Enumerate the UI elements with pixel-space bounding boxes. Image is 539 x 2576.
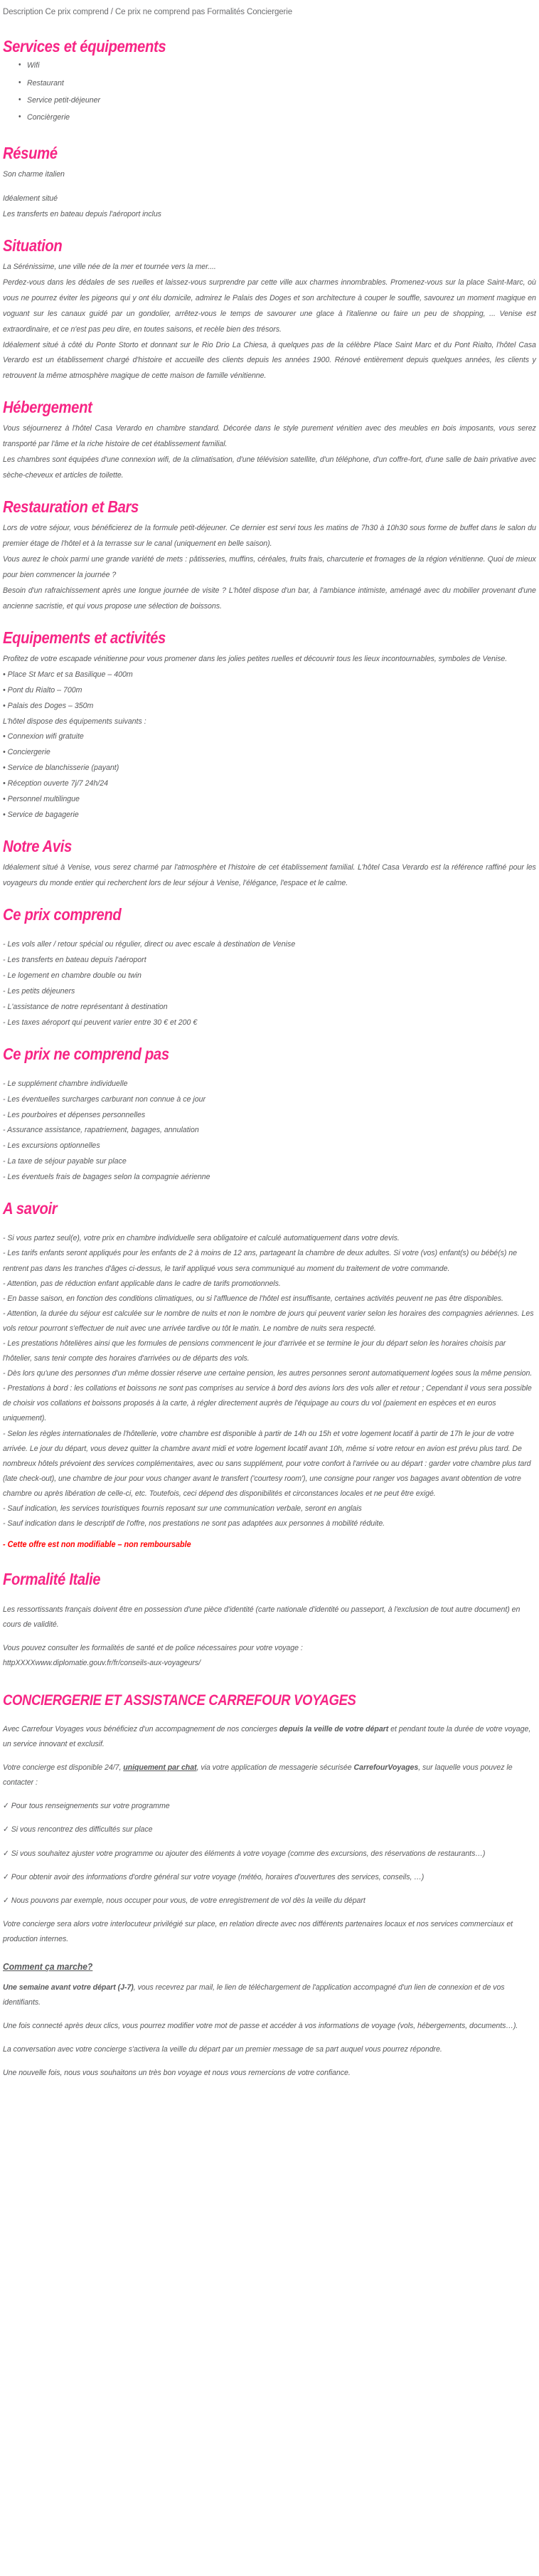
note-item: - Les tarifs enfants seront appliqués pour les enfants de 2 à moins de 12 ans, partageant la chambre de deux adultes. Si votre (vos) enfant(s) ou bébé(s) ne rentrent pas dans les tranches d'âges ci-dessus, le tarif appliqué vous sera communiqué au moment du traitement de votre commande.: [3, 1249, 517, 1273]
spacer: [3, 130, 536, 144]
situation-paragraph-2: Perdez-vous dans les dédales de ses ruelles et laissez-vous surprendre par cette ville aux charmes innombrables. Promenez-vous sur la place Saint-Marc, où vous ne pourrez éviter les pigeons qui y ont élu domicile, admirez le Palais des Doges et son architecture à couper le souffle, savourez un moment magique en voguant sur les canaux guidé par un gondolier, arrêtez-vous le temps de savourer une glace à l'italienne ou faire un peu de shopping, ... Venise est extraordinaire, et ce n'est pas peu dire, en toutes saisons, et recèle bien des trésors.: [3, 278, 536, 334]
spacer: [3, 1909, 536, 1917]
conciergerie-check-item: ✓ Si vous rencontrez des difficultés sur place: [3, 1825, 153, 1835]
spacer: [3, 484, 536, 498]
conciergerie-p1-part-a: Avec Carrefour Voyages vous bénéficiez d'un accompagnement de nos concierges: [3, 1724, 279, 1733]
conciergerie-paragraph-1: [3, 1722, 536, 1752]
section-title-resume: Résumé: [3, 143, 58, 162]
place-item: • Pont du Rialto – 700m: [3, 685, 82, 695]
spacer: [3, 1862, 536, 1870]
place-item: • Place St Marc et sa Basilique – 400m: [3, 670, 133, 679]
facility-item: • Service de bagagerie: [3, 810, 79, 819]
comment-closing: Une nouvelle fois, nous vous souhaitons un très bon voyage et nous vous remercions de votre confiance.: [3, 2069, 351, 2078]
note-item: - Prestations à bord : les collations et boissons ne sont pas comprises au service à bord des avions lors des vols aller et retour ; Cependant il vous sera possible de choisir vos collations et boissons proposés à la carte, à régler directement auprès de l'équipage au cours du vol (paiement en espèces et en euros uniquement).: [3, 1384, 532, 1423]
section-title-a-savoir: A savoir: [3, 1199, 58, 1218]
spacer: [3, 1752, 536, 1761]
avis-paragraph: Idéalement situé à Venise, vous serez charmé par l'atmosphère et l'histoire de cet établissement familial. L'hôtel Casa Verardo est la référence raffiné pour les voyageurs du monde entier qui recherchent lors de leur séjour à Venise, l'élégance, l'espace et le calme.: [3, 863, 536, 887]
excluded-item: - Les éventuelles surcharges carburant non connue à ce jour: [3, 1094, 206, 1104]
note-item: - En basse saison, en fonction des conditions climatiques, ou si l'affluence de l'hôtel est insuffisante, certaines activités peuvent ne pas être disponibles.: [3, 1294, 503, 1303]
restauration-paragraph-3: Besoin d'un rafraichissement après une longue journée de visite ? L'hôtel dispose d'un bar, à l'ambiance intimiste, aménagé avec du mobilier provenant d'une ancienne sacristie, et qui vous propose une sélection de boissons.: [3, 586, 536, 611]
breadcrumb: Description Ce prix comprend / Ce prix ne comprend pas Formalités Conciergerie: [3, 8, 293, 16]
situation-paragraph-1: La Sérénissime, une ville née de la mer et tournée vers la mer....: [3, 263, 216, 272]
spacer: [3, 823, 536, 838]
formalite-paragraph-1: Les ressortissants français doivent être en possession d'une pièce d'identité (carte nationale d'identité ou passeport, à l'exclusion de tout autre document) en cours de validité.: [3, 1605, 521, 1629]
equipements-intro: Profitez de votre escapade vénitienne pour vous promener dans les jolies petites ruelles et découvrir tous les lieux incontournables, symboles de Venise.: [3, 654, 508, 663]
included-item: - Les petits déjeuners: [3, 986, 75, 996]
section-title-situation: Situation: [3, 236, 63, 255]
formalite-paragraph-2: Vous pouvez consulter les formalités de santé et de police nécessaires pour votre voyage :: [3, 1643, 303, 1652]
included-item: - Les taxes aéroport qui peuvent varier entre 30 € et 200 €: [3, 1018, 198, 1027]
spacer: [3, 1972, 536, 1980]
comment-step-1: [3, 1980, 536, 2010]
conciergerie-p2-part-e: , sur laquelle vous pouvez le contacter :: [3, 1763, 513, 1788]
facility-item: • Service de blanchisserie (payant): [3, 764, 119, 773]
note-item: - Attention, pas de réduction enfant applicable dans le cadre de tarifs promotionnels.: [3, 1279, 281, 1288]
conciergerie-paragraph-3: Votre concierge sera alors votre interlocuteur privilégié sur place, en relation directe avec nos différents partenaires locaux et nos services commerciaux et production internes.: [3, 1919, 513, 1943]
comment-step-2: Une fois connecté après deux clics, vous pourrez modifier votre mot de passe et accéder à vos informations de voyage (vols, hébergements, documents…).: [3, 2022, 518, 2031]
spacer: [3, 183, 536, 191]
excluded-item: - La taxe de séjour payable sur place: [3, 1157, 127, 1166]
excluded-item: - Les pourboires et dépenses personnelles: [3, 1110, 146, 1119]
restauration-paragraph-1: Lors de votre séjour, vous bénéficierez de la formule petit-déjeuner. Ce dernier est servi tous les matins de 7h30 à 10h30 sous forme de buffet dans le salon du premier étage de l'hôtel et à la terrasse sur le canal (uniquement en belle saison).: [3, 524, 536, 549]
excluded-item: - Le supplément chambre individuelle: [3, 1079, 128, 1088]
comment-step-3: La conversation avec votre concierge s'activera la veille du départ par un premier message de sa part auquel vous pourrez répondre.: [3, 2045, 442, 2054]
spacer: [3, 2057, 536, 2066]
spacer: [3, 2010, 536, 2019]
list-item: • Concièrgerie: [27, 112, 501, 123]
spacer: [3, 1068, 536, 1077]
hebergement-paragraph-1: Vous séjournerez à l'hôtel Casa Verardo en chambre standard. Décorée dans le style purement vénitien avec des meubles en bois imposants, vous serez transporté par l'âme et la riche histoire de cet établissement familial.: [3, 424, 536, 449]
section-title-hebergement: Hébergement: [3, 398, 92, 417]
conciergerie-chat-only: uniquement par chat: [123, 1763, 197, 1773]
section-title-equipements: Equipements et activités: [3, 628, 166, 647]
section-title-restauration: Restauration et Bars: [3, 497, 139, 517]
excluded-item: - Les excursions optionnelles: [3, 1141, 100, 1151]
situation-paragraph-3: Idéalement situé à côté du Ponte Storto et donnant sur le Rio Drio La Chiesa, à quelques pas de la célèbre Place Saint Marc et du Pont Rialto, l'hôtel Casa Verardo est un établissement chargé d'histoire et accueille des clients depuis les années 1900. Rénové entièrement depuis quelques années, les clients y retrouvent la même atmosphère magique de cette maison de famille vénitienne.: [3, 340, 536, 381]
hebergement-paragraph-2: Les chambres sont équipées d'une connexion wifi, de la climatisation, d'une télévision satellite, d'un téléphone, d'un coffre-fort, d'une salle de bain privative avec sèche-cheveux et articles de toilette.: [3, 455, 536, 480]
conciergerie-p2-part-c: , via votre application de messagerie sécurisée: [196, 1763, 354, 1773]
section-title-formalite-italie: Formalité Italie: [3, 1570, 101, 1589]
facility-item: • Conciergerie: [3, 748, 50, 757]
included-item: - Les transferts en bateau depuis l'aéroport: [3, 956, 146, 965]
spacer: [3, 1632, 536, 1641]
spacer: [3, 223, 536, 237]
facility-item: • Réception ouverte 7j/7 24h/24: [3, 779, 109, 788]
section-title-comment-ca-marche: Comment ça marche?: [3, 1961, 93, 1972]
conciergerie-check-item: ✓ Pour obtenir avoir des informations d'ordre général sur votre voyage (météo, horaires d'ouvertures des services, conseils, …): [3, 1872, 425, 1881]
restauration-paragraph-2: Vous aurez le choix parmi une grande variété de mets : pâtisseries, muffins, céréales, fruits frais, charcuterie et fromages de la région vénitienne. Quoi de mieux pour bien commencer la journée ?: [3, 555, 536, 580]
spacer: [3, 615, 536, 629]
excluded-item: - Assurance assistance, rapatriement, bagages, annulation: [3, 1126, 199, 1135]
spacer: [3, 1594, 536, 1603]
spacer: [3, 1531, 536, 1540]
spacer: [3, 1790, 536, 1799]
spacer: [3, 1885, 536, 1894]
note-item: - Sauf indication, les services touristiques fournis reposant sur une communication verbale, seront en anglais: [3, 1504, 362, 1514]
non-refundable-alert: - Cette offre est non modifiable – non remboursable: [3, 1540, 191, 1550]
services-list: [3, 60, 536, 124]
spacer: [3, 2034, 536, 2042]
spacer: [3, 1838, 536, 1847]
spacer: [3, 929, 536, 937]
conciergerie-p2-part-a: Votre concierge est disponible 24/7,: [3, 1763, 124, 1773]
facility-item: • Personnel multilingue: [3, 795, 80, 803]
conciergerie-app-name: CarrefourVoyages: [353, 1763, 419, 1773]
conciergerie-p1-emphasis: depuis la veille de votre départ: [279, 1724, 389, 1733]
spacer: [3, 1947, 536, 1961]
included-item: - L'assistance de notre représentant à destination: [3, 1002, 168, 1011]
resume-line-2: Idéalement situé: [3, 194, 58, 203]
note-item: - Si vous partez seul(e), votre prix en chambre individuelle sera obligatoire et calculé automatiquement dans votre devis.: [3, 1234, 400, 1243]
spacer: [3, 1223, 536, 1231]
conciergerie-check-item: ✓ Si vous souhaitez ajuster votre programme ou ajouter des éléments à votre voyage (comme des excursions, des réservations de restaurants…): [3, 1849, 486, 1858]
conciergerie-p1-part-c: et pendant toute la durée de votre voyage, un service innovant et exclusif.: [3, 1724, 531, 1749]
spacer: [3, 1031, 536, 1045]
list-item: • Restaurant: [27, 78, 501, 89]
section-title-notre-avis: Notre Avis: [3, 836, 72, 855]
spacer: [3, 384, 536, 398]
section-title-ce-prix-ne-comprend-pas: Ce prix ne comprend pas: [3, 1044, 169, 1063]
excluded-item: - Les éventuels frais de bagages selon la compagnie aérienne: [3, 1173, 210, 1182]
conciergerie-check-item: ✓ Pour tous renseignements sur votre programme: [3, 1802, 170, 1811]
included-item: - Le logement en chambre double ou twin: [3, 971, 142, 980]
comment-step-1-rest: , vous recevrez par mail, le lien de téléchargement de l'application accompagné d'un lien de connexion et de vos identifiants.: [3, 1983, 505, 2007]
section-title-services: Services et équipements: [3, 36, 166, 56]
spacer: [3, 892, 536, 906]
conciergerie-paragraph-2: [3, 1761, 536, 1790]
spacer: [3, 1714, 536, 1722]
included-item: - Les vols aller / retour spécial ou régulier, direct ou avec escale à destination de Venise: [3, 940, 296, 949]
section-title-conciergerie: CONCIERGERIE ET ASSISTANCE CARREFOUR VOYAGES: [3, 1691, 356, 1709]
facility-item: • Connexion wifi gratuite: [3, 732, 84, 741]
resume-line-3: Les transferts en bateau depuis l'aéroport inclus: [3, 209, 161, 218]
comment-step-1-emphasis: Une semaine avant votre départ (J-7): [3, 1983, 134, 1992]
note-item: - Sauf indication dans le descriptif de l'offre, nos prestations ne sont pas adaptées aux personnes à mobilité réduite.: [3, 1519, 385, 1529]
facilities-intro: L'hôtel dispose des équipements suivants :: [3, 717, 146, 726]
spacer: [3, 1186, 536, 1200]
spacer: [3, 1814, 536, 1822]
formalite-link-text[interactable]: httpXXXXwww.diplomatie.gouv.fr/fr/conseils-aux-voyageurs/: [3, 1658, 201, 1667]
resume-line-1: Son charme italien: [3, 170, 65, 179]
conciergerie-check-item: ✓ Nous pouvons par exemple, nous occuper pour vous, de votre enregistrement de vol dès la veille du départ: [3, 1896, 365, 1905]
note-item: - Attention, la durée du séjour est calculée sur le nombre de nuits et non le nombre de jours qui peuvent varier selon les horaires des compagnies aériennes. Les vols retour pourront s'effectuer de nuit avec une arrivée tardive ou tôt le matin. Le nombre de nuits sera respecté.: [3, 1309, 534, 1333]
place-item: • Palais des Doges – 350m: [3, 701, 94, 710]
note-item: - Dès lors qu'une des personnes d'un même dossier réserve une certaine pension, les autres personnes seront automatiquement logées sous la même pension.: [3, 1369, 533, 1378]
spacer: [3, 1671, 536, 1692]
list-item: • Wifi: [27, 60, 501, 71]
note-item: - Selon les règles internationales de l'hôtellerie, votre chambre est disponible à partir de 14h ou 15h et votre logement locatif à partir de 17h le jour de votre arrivée. Le jour du départ, vous devez quitter la chambre avant midi et votre logement locatif avant 10h, même si votre retour en avion est prévu plus tard. De nombreux hôtels prévoient des services complémentaires, avec ou sans supplément, pour votre confort à l'arrivée ou au départ : garder votre chambre plus tard (late check-out), une chambre de jour pour vous changer avant le transfert ('courtesy room'), une consigne pour ranger vos bagages avant obtention de votre chambre ou après libération de celle-ci, etc. Toutefois, ceci dépend des disponibilités et circonstances locales et ne peut être exigé.: [3, 1429, 531, 1498]
note-item: - Les prestations hôtelières ainsi que les formules de pensions commencent le jour d'arrivée et se termine le jour du départ selon les horaires choisis par l'hôtelier, sans tenir compte des horaires d'arrivées ou de départs des vols.: [3, 1339, 506, 1363]
spacer: [3, 1549, 536, 1571]
section-title-ce-prix-comprend: Ce prix comprend: [3, 904, 122, 924]
list-item: • Service petit-déjeuner: [27, 95, 501, 106]
